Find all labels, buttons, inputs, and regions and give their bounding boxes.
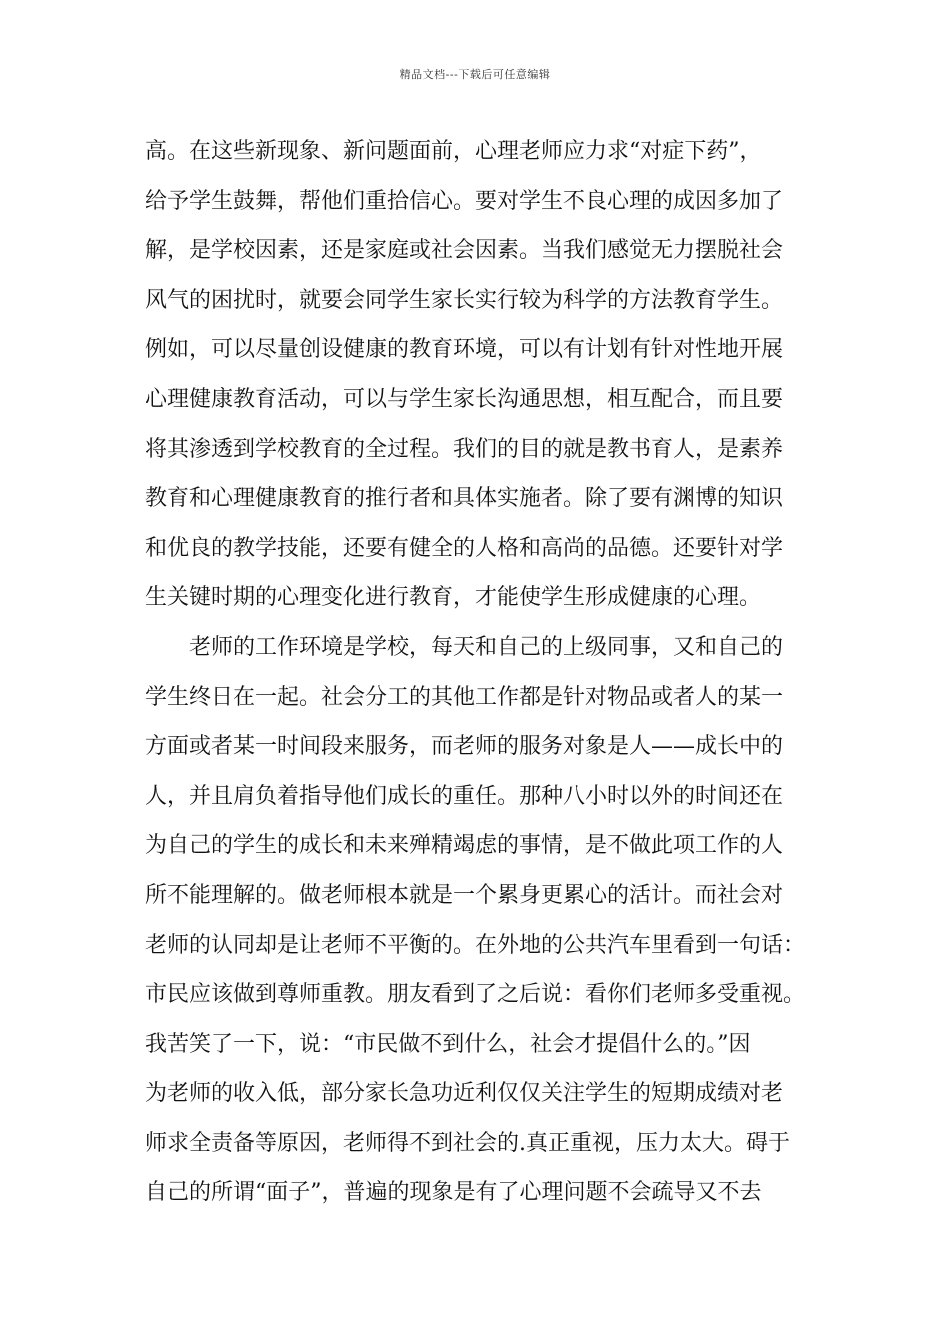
text-line: 市民应该做到尊师重教。朋友看到了之后说：看你们老师多受重视。 [145, 982, 806, 1008]
text-line: 学生终日在一起。社会分工的其他工作都是针对物品或者人的某一 [145, 684, 784, 710]
document-body [145, 127, 825, 1218]
text-line: 解，是学校因素，还是家庭或社会因素。当我们感觉无力摆脱社会 [145, 238, 784, 264]
page-header: 精品文档---下载后可任意编辑 [399, 68, 551, 81]
text-line: 给予学生鼓舞，帮他们重拾信心。要对学生不良心理的成因多加了 [145, 188, 784, 214]
text-line: 例如，可以尽量创设健康的教育环境，可以有计划有针对性地开展 [145, 337, 784, 363]
text-line: 风气的困扰时，就要会同学生家长实行较为科学的方法教育学生。 [145, 287, 784, 313]
text-line: 所不能理解的。做老师根本就是一个累身更累心的活计。而社会对 [145, 882, 784, 908]
text-line: 将其渗透到学校教育的全过程。我们的目的就是教书育人，是素养 [145, 436, 784, 462]
text-line: 老师的认同却是让老师不平衡的。在外地的公共汽车里看到一句话： [145, 932, 806, 958]
text-line: 方面或者某一时间段来服务，而老师的服务对象是人——成长中的 [145, 734, 784, 760]
text-line: 自己的所谓“面子”，普遍的现象是有了心理问题不会疏导又不去 [145, 1180, 762, 1206]
text-line: 心理健康教育活动，可以与学生家长沟通思想，相互配合，而且要 [145, 386, 784, 412]
text-line: 和优良的教学技能，还要有健全的人格和高尚的品德。还要针对学 [145, 535, 784, 561]
text-line: 教育和心理健康教育的推行者和具体实施者。除了要有渊博的知识 [145, 486, 784, 512]
text-line: 我苦笑了一下，说：“市民做不到什么，社会才提倡什么的。”因 [145, 1031, 751, 1057]
paragraph-start-line: 老师的工作环境是学校，每天和自己的上级同事，又和自己的 [189, 634, 784, 660]
text-line: 师求全责备等原因，老师得不到社会的.真正重视，压力太大。碍于 [145, 1130, 790, 1156]
text-line: 生关键时期的心理变化进行教育，才能使学生形成健康的心理。 [145, 585, 762, 611]
text-line: 为自己的学生的成长和未来殚精竭虑的事情，是不做此项工作的人 [145, 833, 784, 859]
text-line: 人，并且肩负着指导他们成长的重任。那种八小时以外的时间还在 [145, 783, 784, 809]
text-line: 高。在这些新现象、新问题面前，心理老师应力求“对症下药”， [145, 139, 762, 164]
text-line: 为老师的收入低，部分家长急功近利仅仅关注学生的短期成绩对老 [145, 1081, 784, 1107]
